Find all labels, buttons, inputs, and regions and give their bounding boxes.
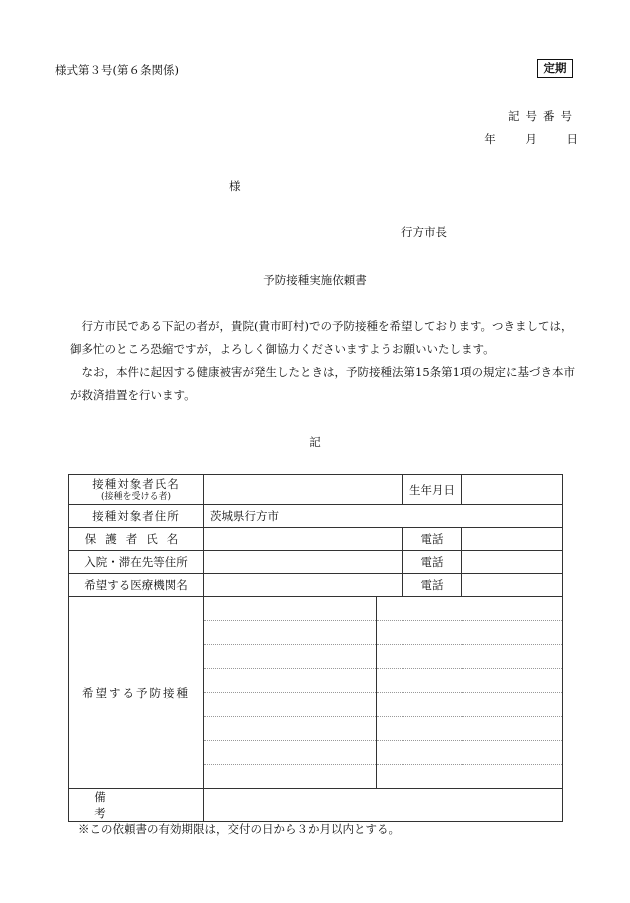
vaccine-label: 希望する予防接種 [69, 597, 204, 789]
vaccine-field-3b[interactable] [377, 645, 563, 669]
stay-address-label: 入院・滞在先等住所 [69, 551, 204, 574]
request-table [68, 474, 563, 822]
remarks-label: 備考 [69, 789, 204, 822]
date-day: 日 [566, 132, 578, 146]
birthdate-label: 生年月日 [403, 475, 462, 505]
stay-phone-field[interactable] [462, 551, 563, 574]
address-field[interactable]: 茨城県行方市 [204, 505, 563, 528]
sender: 行方市長 [401, 225, 447, 239]
name-field[interactable] [204, 475, 403, 505]
reference-number: 記号番号 [508, 109, 578, 123]
vaccine-field-1b[interactable] [377, 597, 563, 621]
date-month: 月 [525, 132, 537, 146]
name-sublabel: (接種を受ける者) [100, 491, 172, 502]
vaccine-field-7b[interactable] [377, 741, 563, 765]
kind-badge: 定期 [537, 59, 573, 78]
vaccine-field-5a[interactable] [204, 693, 377, 717]
address-label: 接種対象者住所 [69, 505, 204, 528]
stay-address-field[interactable] [204, 551, 403, 574]
guardian-phone-field[interactable] [462, 528, 563, 551]
body-paragraph-2: なお，本件に起因する健康被害が発生したときは，予防接種法第15条第1項の規定に基づき本市が救済措置を行います。 [70, 365, 575, 402]
vaccine-field-6a[interactable] [204, 717, 377, 741]
addressee-honorific: 様 [229, 179, 241, 193]
validity-footnote: ※この依頼書の有効期限は，交付の日から３か月以内とする。 [78, 822, 400, 836]
vaccine-field-2b[interactable] [377, 621, 563, 645]
vaccine-field-4a[interactable] [204, 669, 377, 693]
facility-phone-label: 電話 [403, 574, 462, 597]
vaccine-field-6b[interactable] [377, 717, 563, 741]
stay-phone-label: 電話 [403, 551, 462, 574]
facility-field[interactable] [204, 574, 403, 597]
ki-heading: 記 [309, 435, 321, 449]
vaccine-field-3a[interactable] [204, 645, 377, 669]
date-line [484, 131, 578, 147]
vaccine-field-2a[interactable] [204, 621, 377, 645]
date-year: 年 [484, 132, 496, 146]
vaccine-field-1a[interactable] [204, 597, 377, 621]
vaccine-field-4b[interactable] [377, 669, 563, 693]
facility-label: 希望する医療機関名 [69, 574, 204, 597]
birthdate-field[interactable] [462, 475, 563, 505]
body-paragraph-1: 行方市民である下記の者が，貴院(貴市町村)での予防接種を希望しております。つきましては，御多忙のところ恐縮ですが，よろしく御協力くださいますようお願いいたします。 [70, 319, 573, 356]
vaccine-field-8b[interactable] [377, 765, 563, 789]
guardian-phone-label: 電話 [403, 528, 462, 551]
guardian-field[interactable] [204, 528, 403, 551]
facility-phone-field[interactable] [462, 574, 563, 597]
remarks-field[interactable] [204, 789, 563, 822]
vaccine-field-8a[interactable] [204, 765, 377, 789]
document-title: 予防接種実施依頼書 [263, 273, 367, 287]
name-label-cell [69, 475, 204, 505]
vaccine-field-5b[interactable] [377, 693, 563, 717]
form-number: 様式第３号(第６条関係) [55, 63, 179, 77]
vaccine-field-7a[interactable] [204, 741, 377, 765]
guardian-label: 保護者氏名 [69, 528, 204, 551]
name-label: 接種対象者氏名 [92, 476, 180, 491]
